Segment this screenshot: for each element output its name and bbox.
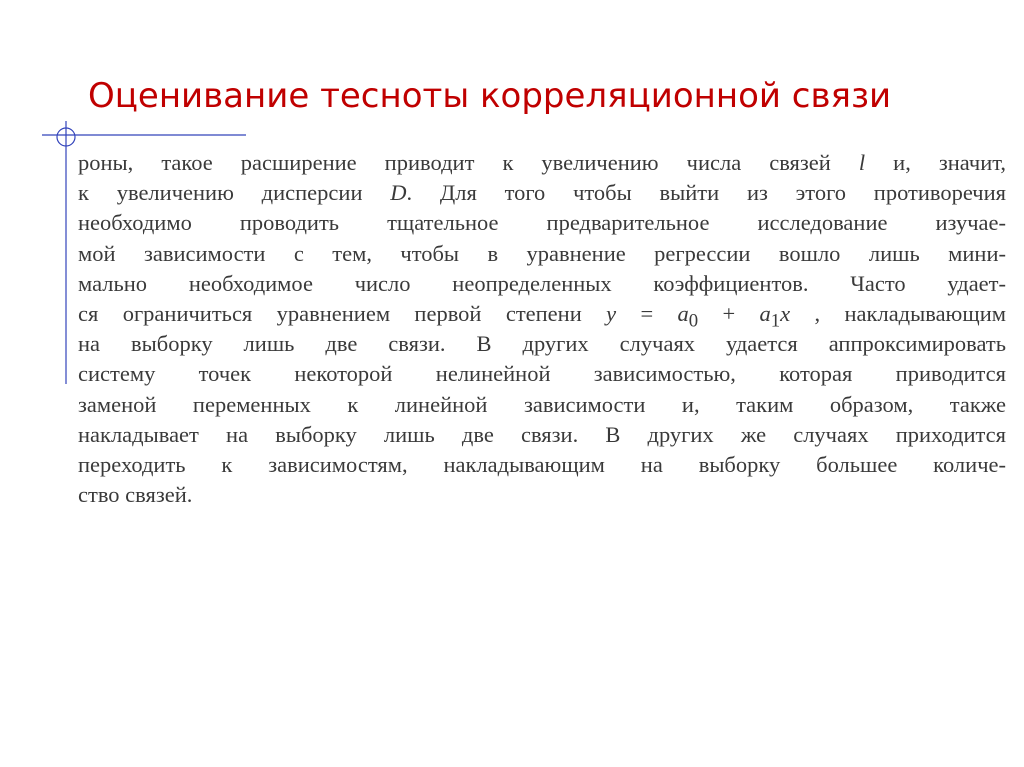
body-text xyxy=(78,148,1006,510)
text-line xyxy=(78,208,1006,238)
math-symbol: y xyxy=(606,300,617,326)
text-run: . Для того чтобы выйти из этого противоречия xyxy=(406,180,1006,206)
math-subscript: 0 xyxy=(688,310,699,330)
text-run: необходимо проводить тщательное предварительное исследование изучае- xyxy=(78,210,1006,236)
math-symbol: l xyxy=(858,150,866,175)
text-line xyxy=(78,390,1006,420)
text-run: систему точек некоторой нелинейной зависимостью, которая приводится xyxy=(78,361,1006,387)
math-symbol: x xyxy=(780,300,791,326)
text-run: на выборку лишь две связи. В других случаях удается аппроксимировать xyxy=(78,331,1006,357)
math-symbol: a xyxy=(759,300,771,326)
slide-title: Оценивание тесноты корреляционной связи xyxy=(88,76,892,116)
text-line xyxy=(78,269,1006,299)
text-run: к увеличению дисперсии xyxy=(78,180,391,206)
text-line xyxy=(78,420,1006,450)
math-symbol: a xyxy=(677,300,689,326)
text-run: ство связей. xyxy=(78,482,193,508)
text-run: и, значит, xyxy=(865,150,1006,175)
math-subscript: 1 xyxy=(770,310,781,330)
text-run: роны, такое расширение приводит к увеличению числа связей xyxy=(78,150,859,175)
text-run: , накладывающим xyxy=(790,300,1006,326)
text-run: ся ограничиться уравнением первой степени xyxy=(78,300,607,326)
text-line xyxy=(78,239,1006,269)
text-line xyxy=(78,178,1006,208)
text-line xyxy=(78,480,1006,510)
text-run: + xyxy=(698,300,760,326)
text-run: = xyxy=(616,300,678,326)
text-run: переходить к зависимостям, накладывающим на выборку большее количе- xyxy=(78,451,1006,477)
text-line xyxy=(78,299,1006,329)
text-run: мой зависимости с тем, чтобы в уравнение регрессии вошло лишь мини- xyxy=(78,240,1006,266)
text-line xyxy=(78,450,1006,480)
text-run: заменой переменных к линейной зависимости и, таким образом, также xyxy=(78,391,1006,417)
text-line xyxy=(78,329,1006,359)
text-line xyxy=(78,148,1006,178)
text-run: накладывает на выборку лишь две связи. В других же случаях приходится xyxy=(78,421,1006,447)
text-run: мально необходимое число неопределенных коэффициентов. Часто удает- xyxy=(78,270,1006,296)
text-line xyxy=(78,359,1006,389)
math-symbol: D xyxy=(390,180,407,206)
